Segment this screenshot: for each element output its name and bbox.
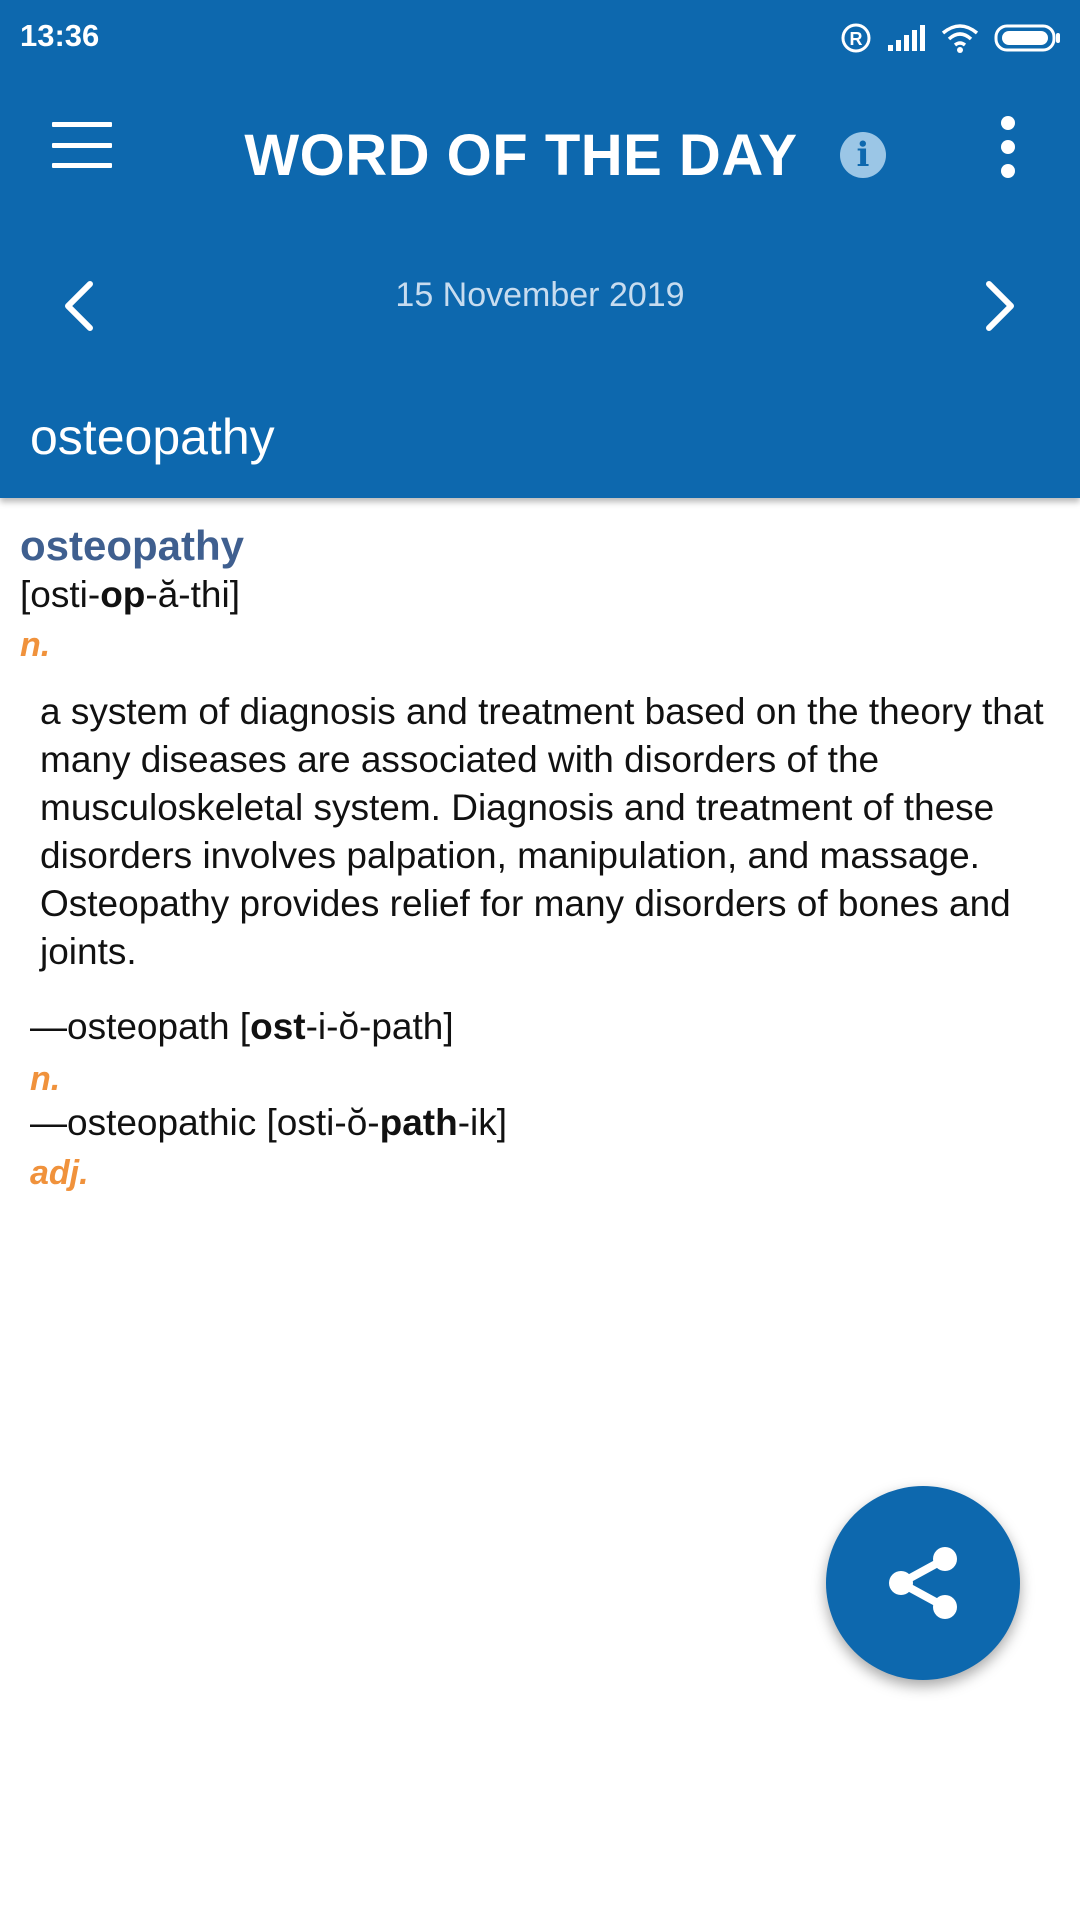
share-button[interactable]: [826, 1486, 1020, 1680]
derivative-osteopath: —osteopath [ost-i-ŏ-path]: [30, 1006, 454, 1047]
chevron-right-icon[interactable]: [973, 276, 1023, 336]
definition: a system of diagnosis and treatment based on the theory that many diseases are associated with disorders of the musculoskeletal system. Diagnosis and treatment of these disorders involves palpation, manipulation, and massage. Osteopathy provides relief for many disorders of bones and joints.: [40, 691, 1044, 972]
status-time: 13:36: [20, 18, 100, 53]
page-title: WORD OF THE DAY: [244, 123, 798, 188]
status-icons: [840, 18, 1062, 58]
part-of-speech: n.: [20, 626, 51, 664]
app-header: [0, 0, 1080, 498]
pronunciation: [osti-op-ă-thi]: [20, 574, 240, 615]
registered-icon: [840, 22, 872, 54]
svg-text:R: R: [849, 29, 863, 49]
derivative-pos: adj.: [30, 1154, 89, 1192]
signal-icon: [886, 23, 926, 53]
derivative-pos: n.: [30, 1060, 61, 1098]
date-label: 15 November 2019: [395, 276, 685, 314]
wifi-icon: [940, 22, 980, 54]
header-word: osteopathy: [30, 409, 275, 465]
info-icon[interactable]: i: [840, 132, 886, 178]
headword: osteopathy: [20, 522, 245, 569]
derivative-osteopathic: —osteopathic [osti-ŏ-path-ik]: [30, 1102, 508, 1143]
more-vert-icon[interactable]: [993, 116, 1023, 178]
share-icon: [883, 1543, 963, 1623]
battery-icon: [994, 23, 1062, 53]
